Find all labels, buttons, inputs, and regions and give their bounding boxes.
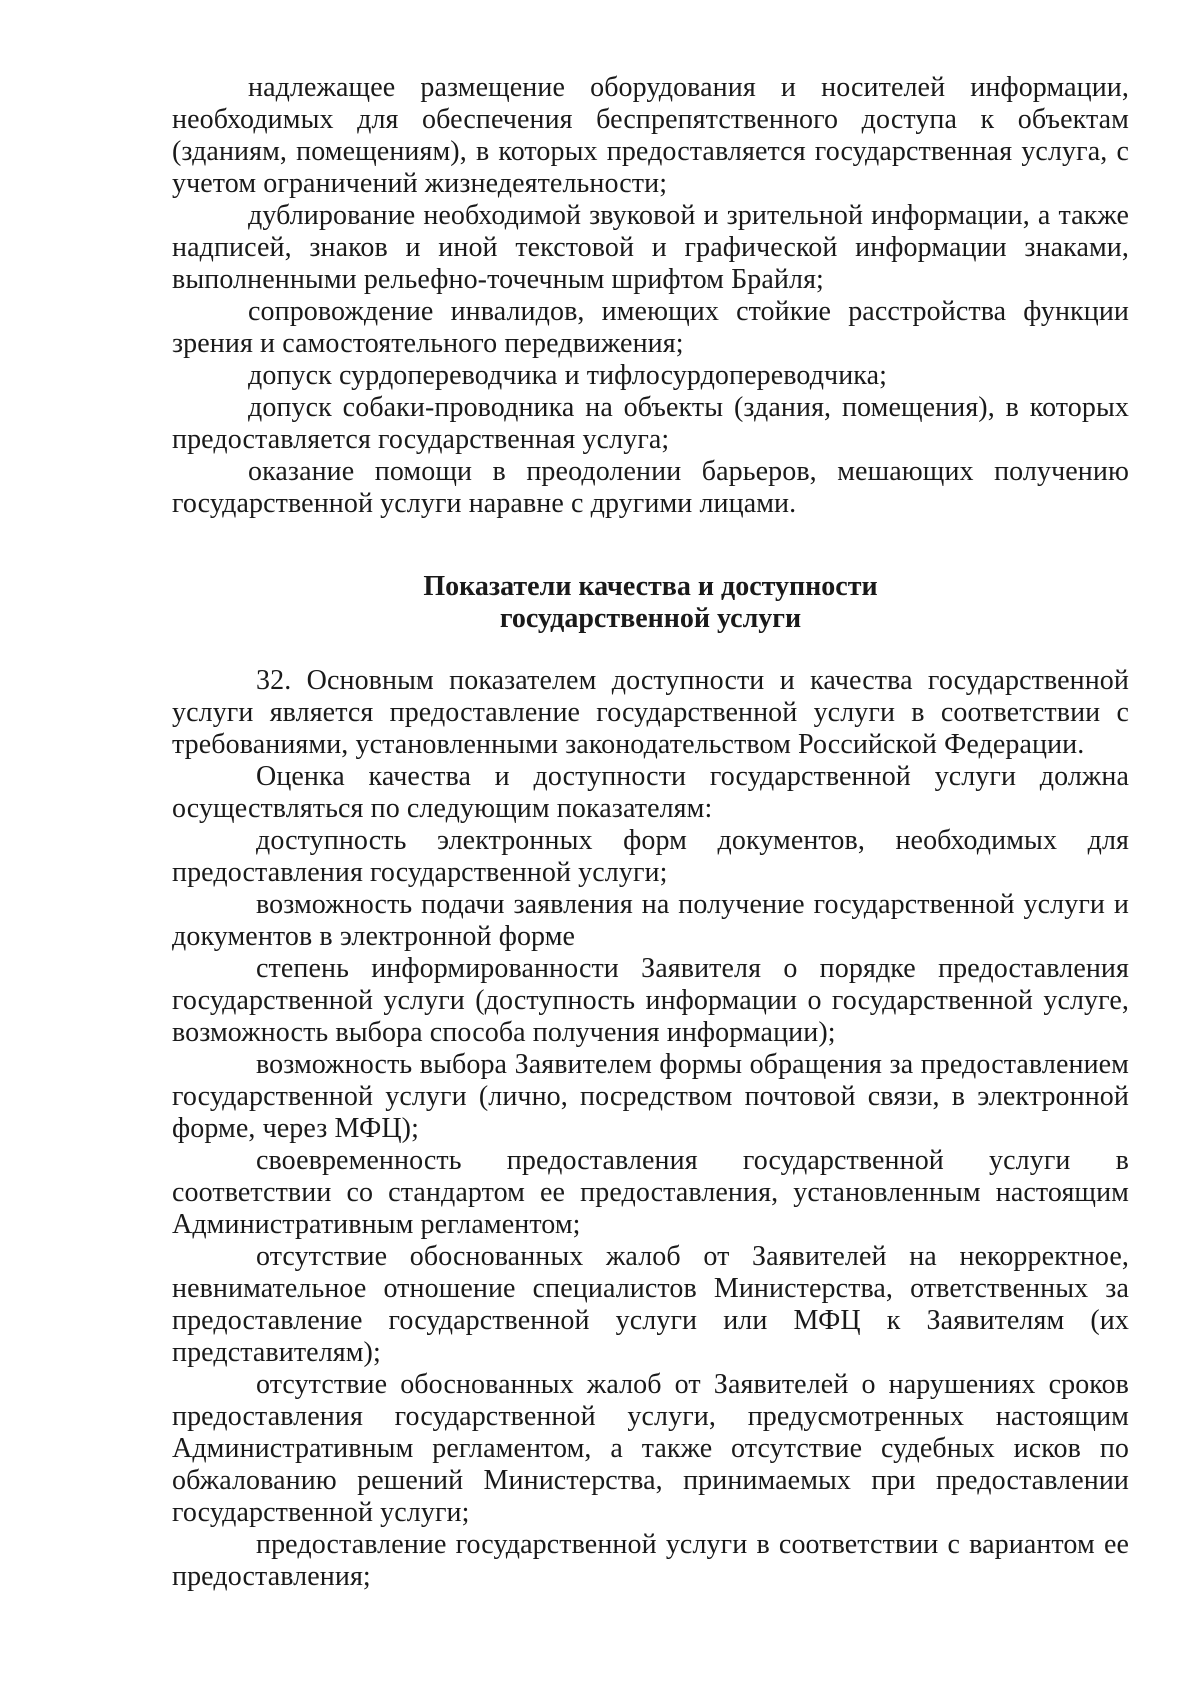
paragraph-applicant-awareness: степень информированности Заявителя о порядке предоставления государственной услуги (доступность информации о государственной услуге, возможность выбора способа получения информации); bbox=[172, 953, 1129, 1048]
paragraph-no-complaints-attitude: отсутствие обоснованных жалоб от Заявителей на некорректное, невнимательное отношение специалистов Министерства, ответственных за предоставление государственной услуги или МФЦ к Заявителям (их представителям); bbox=[172, 1241, 1129, 1368]
section-heading-line-1: Показатели качества и доступности bbox=[423, 571, 878, 602]
paragraph-electronic-forms: доступность электронных форм документов, необходимых для предоставления государственной услуги; bbox=[172, 825, 1129, 888]
accessibility-measures-list bbox=[172, 72, 1129, 520]
paragraph-electronic-submission: возможность подачи заявления на получение государственной услуги и документов в электронной форме bbox=[172, 889, 1129, 952]
paragraph-sign-interpreter: допуск сурдопереводчика и тифлосурдопереводчика; bbox=[248, 360, 887, 391]
paragraph-timeliness: своевременность предоставления государственной услуги в соответствии со стандартом ее предоставления, установленным настоящим Административным регламентом; bbox=[172, 1145, 1129, 1240]
paragraph-equipment-placement: надлежащее размещение оборудования и носителей информации, необходимых для обеспечения беспрепятственного доступа к объектам (зданиям, помещениям), в которых предоставляется государственная услуга, с учетом ограничений жизнедеятельности; bbox=[172, 72, 1129, 199]
paragraph-escort-disabled: сопровождение инвалидов, имеющих стойкие расстройства функции зрения и самостоятельного передвижения; bbox=[172, 296, 1129, 359]
paragraph-evaluation-intro: Оценка качества и доступности государственной услуги должна осуществляться по следующим показателям: bbox=[172, 761, 1129, 824]
paragraph-braille-duplication: дублирование необходимой звуковой и зрительной информации, а также надписей, знаков и иной текстовой и графической информации знаками, выполненными рельефно-точечным шрифтом Брайля; bbox=[172, 200, 1129, 295]
paragraph-barrier-assistance: оказание помощи в преодолении барьеров, мешающих получению государственной услуги наравне с другими лицами. bbox=[172, 456, 1129, 519]
paragraph-32-main-indicator: 32. Основным показателем доступности и качества государственной услуги является предоставление государственной услуги в соответствии с требованиями, установленными законодательством Российской Федерации. bbox=[172, 665, 1129, 760]
section-heading-line-2: государственной услуги bbox=[499, 603, 802, 634]
paragraph-request-form-choice: возможность выбора Заявителем формы обращения за предоставлением государственной услуги (лично, посредством почтовой связи, в электронной форме, через МФЦ); bbox=[172, 1049, 1129, 1144]
paragraph-service-variant: предоставление государственной услуги в соответствии с вариантом ее предоставления; bbox=[172, 1529, 1129, 1592]
paragraph-guide-dog: допуск собаки-проводника на объекты (здания, помещения), в которых предоставляется государственная услуга; bbox=[172, 392, 1129, 455]
paragraph-no-complaints-deadlines: отсутствие обоснованных жалоб от Заявителей о нарушениях сроков предоставления государственной услуги, предусмотренных настоящим Административным регламентом, а также отсутствие судебных исков по обжалованию решений Министерства, принимаемых при предоставлении государственной услуги; bbox=[172, 1369, 1129, 1528]
section-heading bbox=[172, 571, 1129, 635]
quality-indicators-list bbox=[172, 665, 1129, 1593]
